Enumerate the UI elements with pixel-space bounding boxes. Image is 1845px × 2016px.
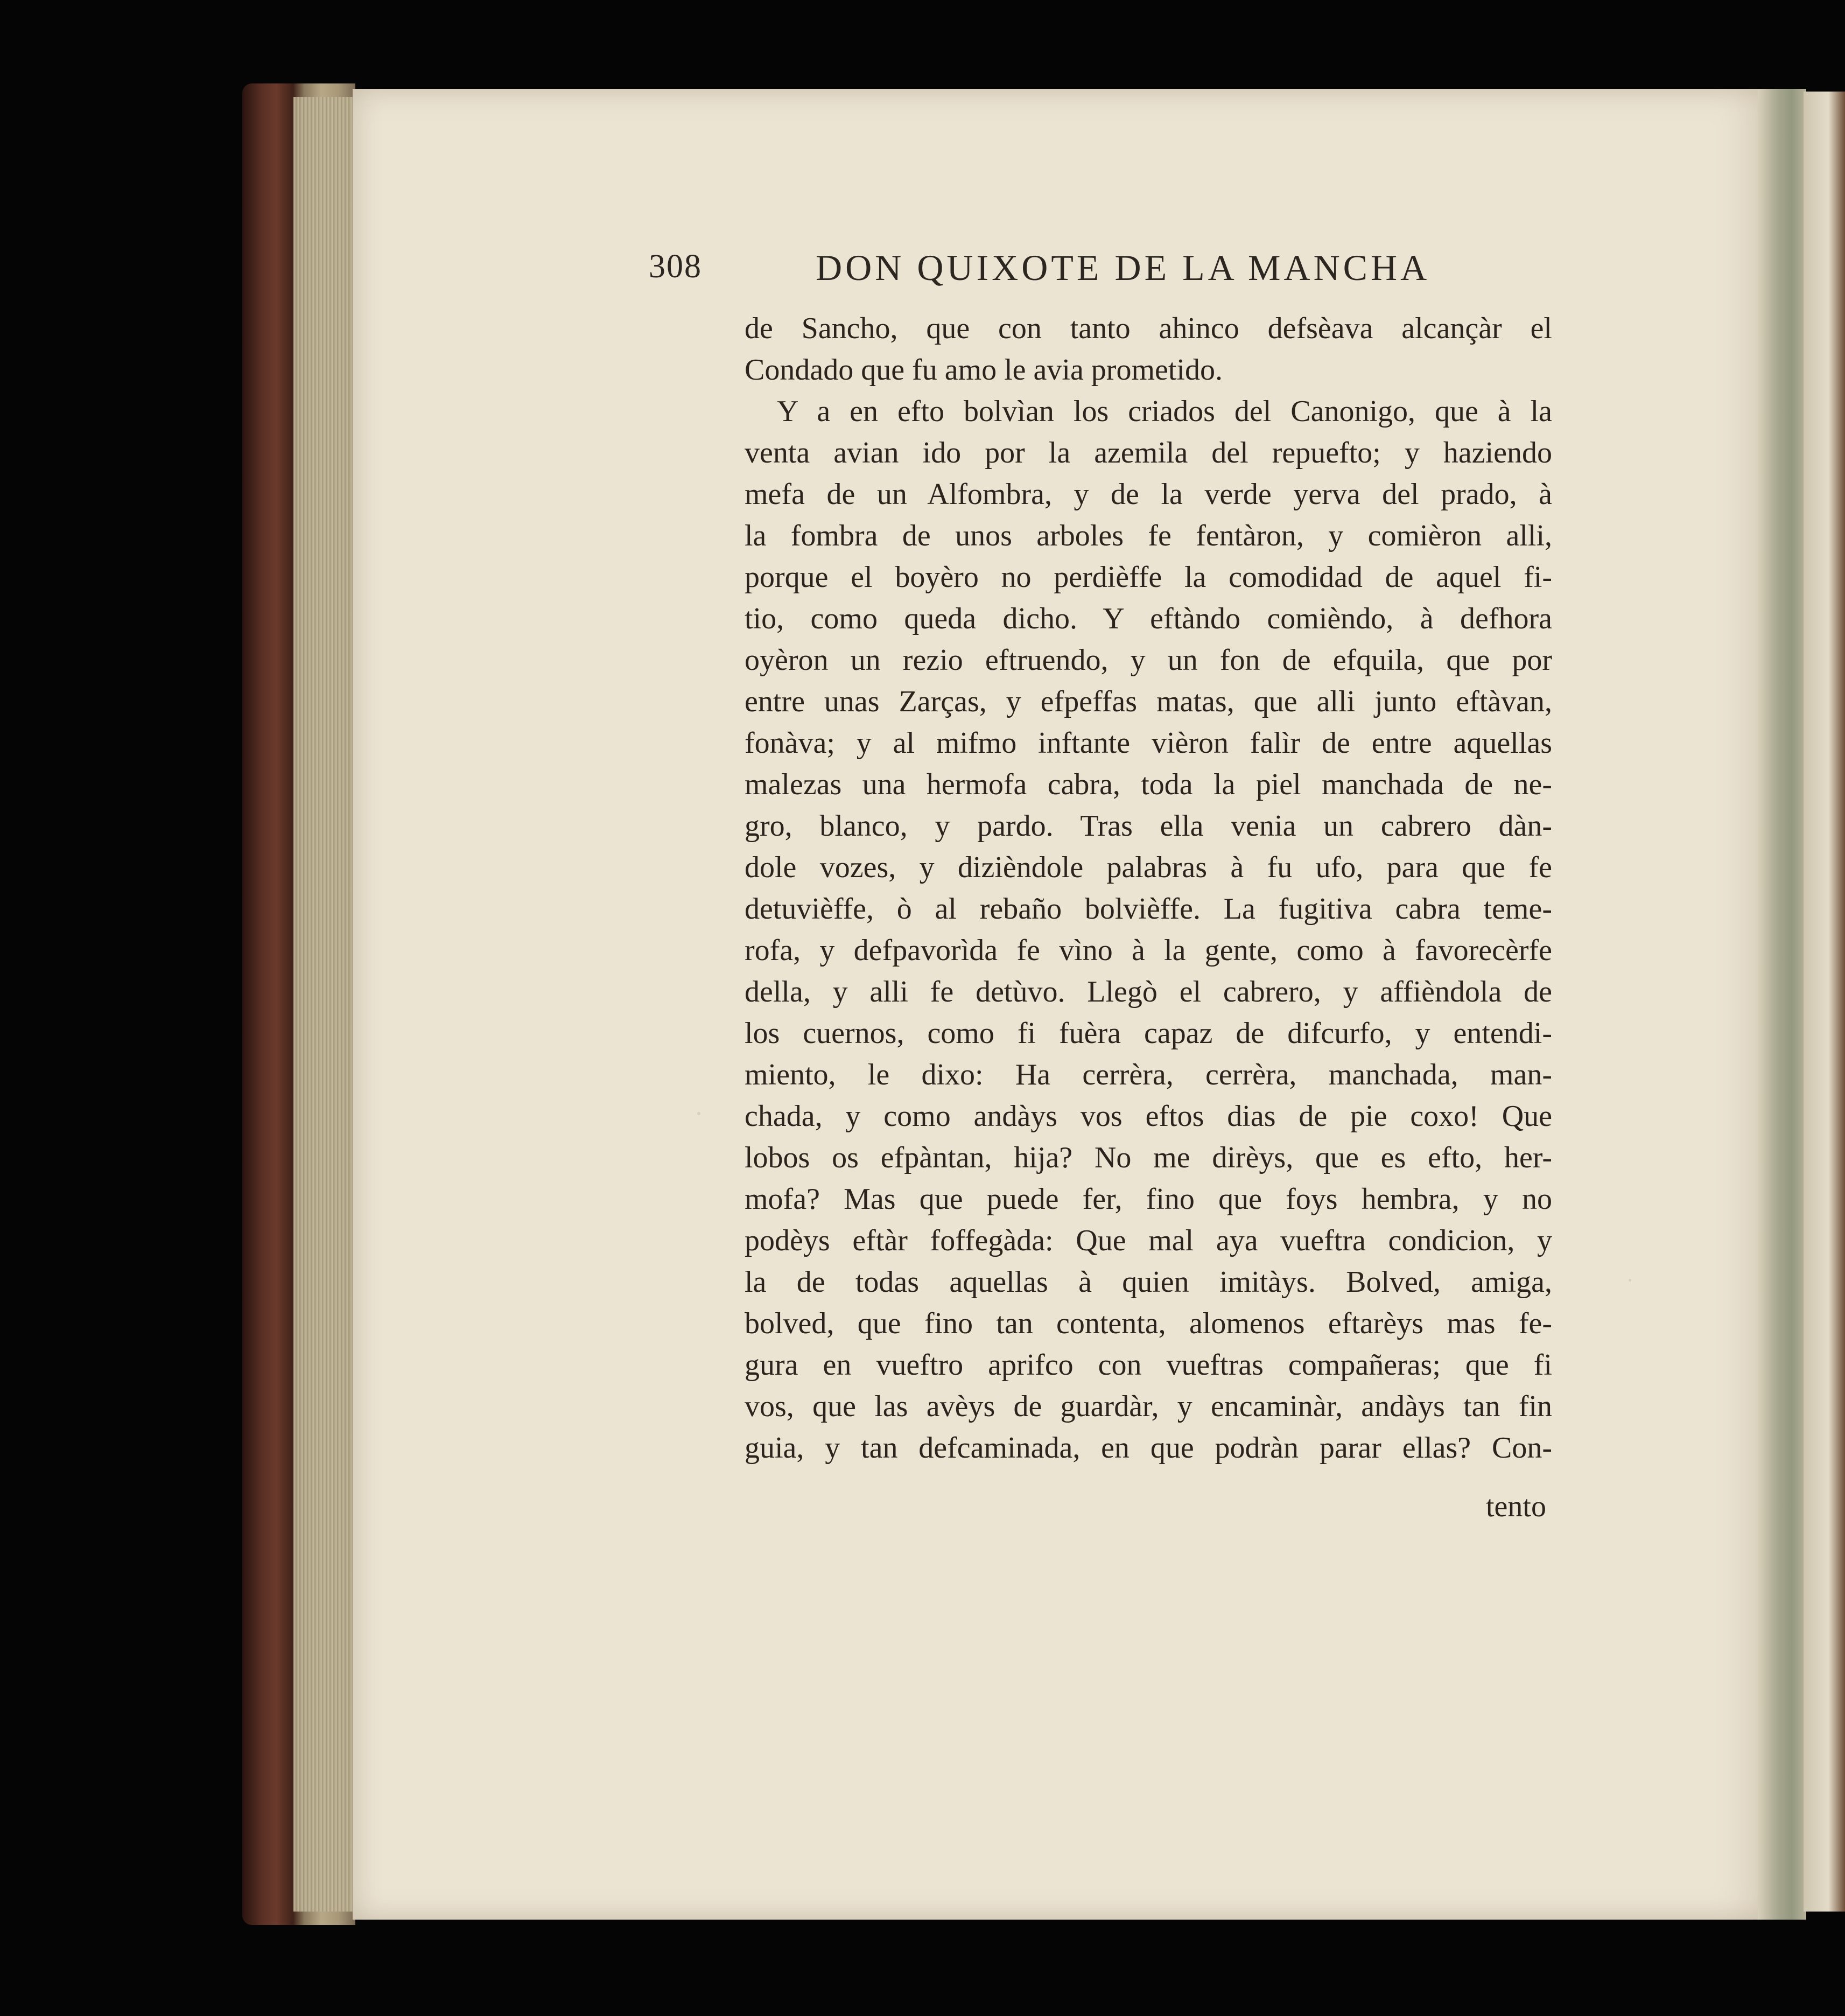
text-line: mefa de un Alfombra, y de la verde yerva del prado, à bbox=[745, 478, 1552, 511]
text-line: dole vozes, y dizièndole palabras à fu ufo, para que fe bbox=[745, 851, 1552, 884]
text-line: bolved, que fino tan contenta, alomenos eftarèys mas fe- bbox=[745, 1307, 1552, 1340]
text-line: tio, como queda dicho. Y eftàndo comièndo, à defhora bbox=[745, 602, 1552, 635]
text-line: la fombra de unos arboles fe fentàron, y comièron alli, bbox=[745, 519, 1552, 552]
text-line: malezas una hermofa cabra, toda la piel manchada de ne- bbox=[745, 768, 1552, 801]
paper-speck bbox=[1629, 1279, 1631, 1282]
text-line: Condado que fu amo le avia prometido. bbox=[745, 353, 1223, 387]
text-line: entre unas Zarças, y efpeffas matas, que alli junto eftàvan, bbox=[745, 685, 1552, 718]
text-line: podèys eftàr foffegàda: Que mal aya vueftra condicion, y bbox=[745, 1224, 1552, 1257]
page-edges bbox=[293, 97, 358, 1912]
text-line: detuvièffe, ò al rebaño bolvièffe. La fugitiva cabra teme- bbox=[745, 892, 1552, 926]
text-line: chada, y como andàys vos eftos dias de pie coxo! Que bbox=[745, 1100, 1552, 1133]
text-line: fonàva; y al mifmo inftante vièron falìr de entre aquellas bbox=[745, 726, 1552, 760]
text-line: los cuernos, como fi fuèra capaz de difcurfo, y entendi- bbox=[745, 1017, 1552, 1050]
text-line: lobos os efpàntan, hija? No me dirèys, que es efto, her- bbox=[745, 1141, 1552, 1174]
text-line: gro, blanco, y pardo. Tras ella venia un cabrero dàn- bbox=[745, 809, 1552, 843]
text-line: de Sancho, que con tanto ahinco defsèava alcançàr el bbox=[745, 312, 1552, 345]
text-line: la de todas aquellas à quien imitàys. Bolved, amiga, bbox=[745, 1265, 1552, 1299]
text-line: gura en vueftro aprifco con vueftras compañeras; que fi bbox=[745, 1348, 1552, 1382]
body-text bbox=[745, 308, 1552, 1469]
book-gutter bbox=[1758, 89, 1806, 1920]
text-line: guia, y tan defcaminada, en que podràn parar ellas? Con- bbox=[745, 1431, 1552, 1465]
text-line: vos, que las avèys de guardàr, y encaminàr, andàys tan fin bbox=[745, 1390, 1552, 1423]
text-line: rofa, y defpavorìda fe vìno à la gente, como à favorecèrfe bbox=[745, 934, 1552, 967]
text-line: della, y alli fe detùvo. Llegò el cabrero, y affièndola de bbox=[745, 975, 1552, 1009]
text-line: venta avian ido por la azemila del repuefto; y haziendo bbox=[745, 436, 1552, 470]
text-line: miento, le dixo: Ha cerrèra, cerrèra, manchada, man- bbox=[745, 1058, 1552, 1091]
text-line: Y a en efto bolvìan los criados del Canonigo, que à la bbox=[777, 395, 1552, 428]
catchword: tento bbox=[1486, 1490, 1546, 1523]
paper-speck bbox=[697, 1112, 700, 1115]
running-title: DON QUIXOTE DE LA MANCHA bbox=[816, 247, 1430, 288]
page-number: 308 bbox=[649, 248, 702, 285]
text-line: porque el boyèro no perdièffe la comodidad de aquel fi- bbox=[745, 561, 1552, 594]
next-page-edge bbox=[1804, 92, 1845, 1912]
text-line: oyèron un rezio eftruendo, y un fon de efquila, que por bbox=[745, 643, 1552, 677]
page-header bbox=[649, 248, 1564, 307]
text-line: mofa? Mas que puede fer, fino que foys hembra, y no bbox=[745, 1182, 1552, 1216]
